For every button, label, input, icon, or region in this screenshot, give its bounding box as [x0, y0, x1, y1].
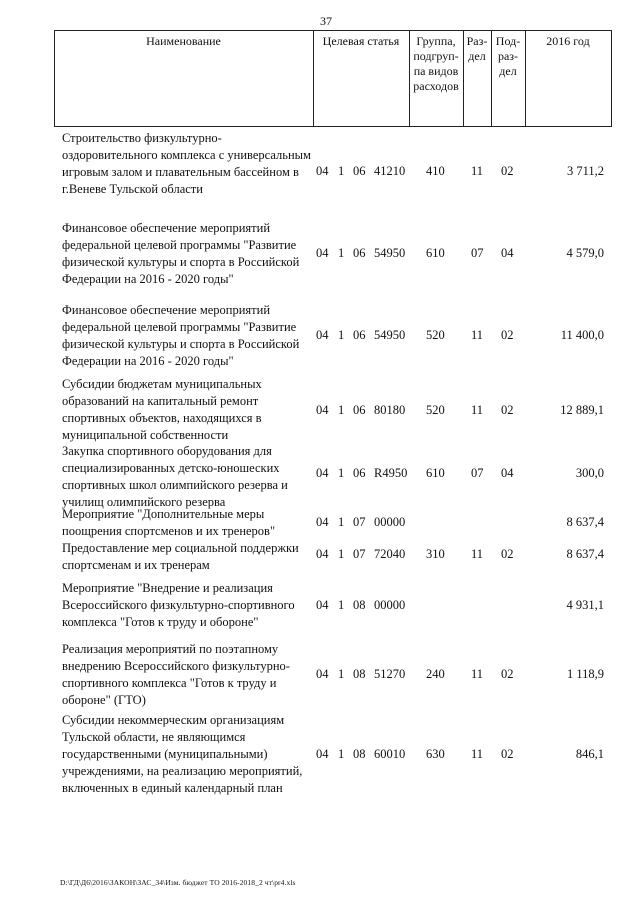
row-code-event: 08 [353, 747, 366, 761]
row-amount: 3 711,2 [566, 164, 604, 178]
header-subsection: Под- раз- дел [495, 34, 521, 78]
row-code-event: 07 [353, 547, 366, 561]
row-name: Финансовое обеспечение мероприятий федеральной целевой программы "Развитие физической культуры и спорта в Российской Федерации на 2016 - 2020 годы" [62, 221, 300, 286]
row-code-direction: 80180 [374, 403, 406, 417]
row-code-program: 04 [316, 515, 329, 529]
file-path-footer: D:\ГД\Д6\2016\ЗАКОН\ЗАС_34\Изм. бюджет ТО 2016-2018_2 чт\pr4.xls [60, 878, 296, 887]
row-name: Мероприятие "Дополнительные меры поощрения спортсменов и их тренеров" [62, 507, 276, 538]
header-top-border [54, 30, 612, 31]
row-name: Мероприятие "Внедрение и реализация Всероссийского физкультурно-спортивного комплекса "Готов к труду и обороне" [62, 581, 295, 629]
row-code-direction: 00000 [374, 515, 406, 529]
row-amount: 12 889,1 [560, 403, 604, 417]
row-group: 410 [426, 164, 445, 178]
row-code-program: 04 [316, 164, 329, 178]
row-code-program: 04 [316, 246, 329, 260]
row-code-subprogram: 1 [338, 246, 345, 260]
row-code-program: 04 [316, 547, 329, 561]
row-amount: 8 637,4 [566, 515, 604, 529]
header-name: Наименование [146, 34, 221, 48]
row-section: 07 [471, 466, 484, 480]
row-amount: 8 637,4 [566, 547, 604, 561]
row-section: 11 [471, 164, 484, 178]
row-group: 240 [426, 667, 445, 681]
row-code-subprogram: 1 [338, 403, 345, 417]
row-code-subprogram: 1 [338, 466, 345, 480]
row-section: 11 [471, 328, 484, 342]
row-code-direction: 72040 [374, 547, 406, 561]
row-code-event: 06 [353, 246, 366, 260]
row-code-direction: 54950 [374, 246, 406, 260]
row-name: Субсидии некоммерческим организациям Тульской области, не являющимся государственными (муниципальными) учреждениями, на реализацию мероприятий, включенных в единый календарный план [62, 713, 303, 795]
row-code-event: 06 [353, 403, 366, 417]
row-code-subprogram: 1 [338, 667, 345, 681]
row-name: Реализация мероприятий по поэтапному внедрению Всероссийского физкультурно-спортивного комплекса "Готов к труду и обороне" (ГТО) [62, 642, 290, 707]
row-subsection: 04 [501, 466, 514, 480]
row-code-subprogram: 1 [338, 747, 345, 761]
row-amount: 11 400,0 [560, 328, 604, 342]
row-subsection: 02 [501, 328, 514, 342]
row-code-program: 04 [316, 598, 329, 612]
row-section: 11 [471, 747, 484, 761]
row-subsection: 02 [501, 547, 514, 561]
row-code-subprogram: 1 [338, 328, 345, 342]
row-code-event: 06 [353, 466, 366, 480]
row-group: 520 [426, 328, 445, 342]
row-subsection: 04 [501, 246, 514, 260]
row-code-direction: 51270 [374, 667, 406, 681]
row-name: Закупка спортивного оборудования для специализированных детско-юношеских спортивных школ олимпийского резерва и училищ олимпийского резерва [62, 444, 288, 509]
row-group: 520 [426, 403, 445, 417]
row-code-direction: 00000 [374, 598, 406, 612]
row-amount: 300,0 [575, 466, 604, 480]
row-group: 610 [426, 466, 445, 480]
row-group: 630 [426, 747, 445, 761]
row-amount: 4 931,1 [566, 598, 604, 612]
row-code-event: 06 [353, 328, 366, 342]
row-subsection: 02 [501, 747, 514, 761]
row-section: 11 [471, 403, 484, 417]
header-section: Раз- дел [466, 34, 488, 63]
row-code-direction: R4950 [374, 466, 408, 480]
row-group: 610 [426, 246, 445, 260]
header-bottom-border [54, 126, 612, 127]
row-amount: 1 118,9 [566, 667, 604, 681]
row-name: Предоставление мер социальной поддержки спортсменам и их тренерам [62, 541, 299, 572]
row-code-subprogram: 1 [338, 515, 345, 529]
row-amount: 4 579,0 [566, 246, 604, 260]
row-code-direction: 41210 [374, 164, 406, 178]
row-subsection: 02 [501, 164, 514, 178]
row-code-subprogram: 1 [338, 598, 345, 612]
row-code-direction: 60010 [374, 747, 406, 761]
row-code-program: 04 [316, 328, 329, 342]
row-code-program: 04 [316, 466, 329, 480]
row-code-program: 04 [316, 747, 329, 761]
row-section: 07 [471, 246, 484, 260]
row-code-event: 08 [353, 598, 366, 612]
row-code-event: 08 [353, 667, 366, 681]
col-divider [611, 30, 612, 126]
header-target: Целевая статья [322, 34, 400, 48]
row-amount: 846,1 [575, 747, 604, 761]
row-code-event: 07 [353, 515, 366, 529]
row-name: Финансовое обеспечение мероприятий федеральной целевой программы "Развитие физической культуры и спорта в Российской Федерации на 2016 - 2020 годы" [62, 303, 300, 368]
header-year: 2016 год [546, 34, 590, 48]
row-section: 11 [471, 547, 484, 561]
row-subsection: 02 [501, 667, 514, 681]
row-section: 11 [471, 667, 484, 681]
row-name: Субсидии бюджетам муниципальных образований на капитальный ремонт спортивных объектов, находящихся в муниципальной собственности [62, 377, 262, 442]
row-code-direction: 54950 [374, 328, 406, 342]
row-code-program: 04 [316, 403, 329, 417]
row-code-subprogram: 1 [338, 164, 345, 178]
row-code-program: 04 [316, 667, 329, 681]
row-code-event: 06 [353, 164, 366, 178]
row-subsection: 02 [501, 403, 514, 417]
header-group: Группа, подгруп- па видов расходов [413, 34, 459, 93]
row-name: Строительство физкультурно-оздоровительного комплекса с универсальным игровым залом и плавательным бассейном в г.Веневе Тульской области [62, 131, 311, 196]
row-group: 310 [426, 547, 445, 561]
row-code-subprogram: 1 [338, 547, 345, 561]
page-number: 37 [320, 14, 332, 28]
